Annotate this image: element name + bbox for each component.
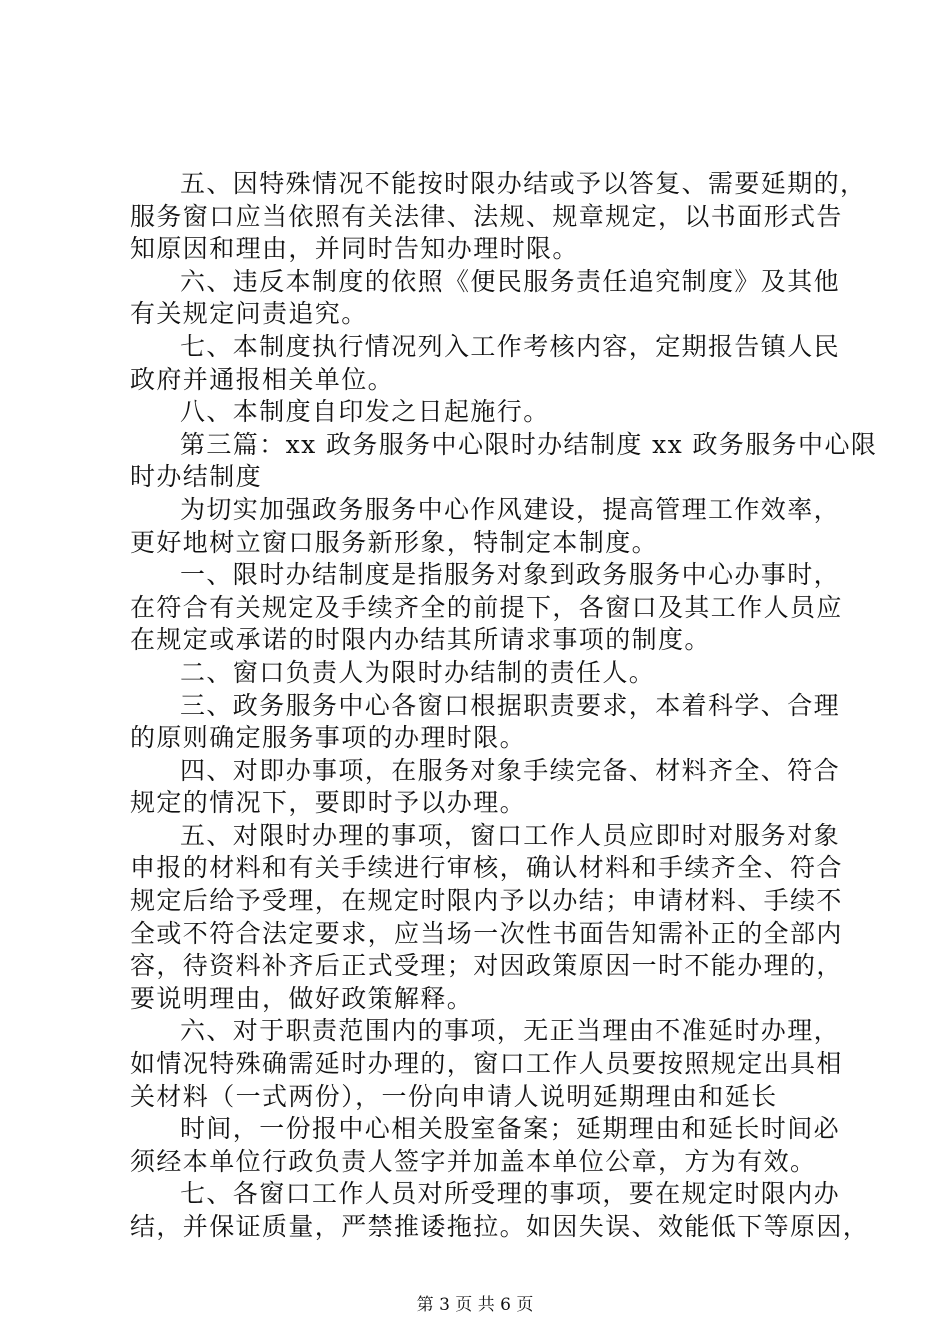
text-line: 在规定或承诺的时限内办结其所请求事项的制度。	[130, 625, 711, 655]
text-line: 五、因特殊情况不能按时限办结或予以答复、需要延期的，	[180, 169, 867, 198]
text-line: 如情况特殊确需延时办理的，窗口工作人员要按照规定出具相	[130, 1049, 843, 1079]
text-line: 结，并保证质量，严禁推诿拖拉。如因失误、效能低下等原因，	[130, 1212, 870, 1241]
text-line: 关材料（一式两份），一份向申请人说明延期理由和延长	[130, 1081, 778, 1111]
text-line: 六、违反本制度的依照《便民服务责任追究制度》及其他	[180, 266, 841, 296]
text-line: 有关规定问责追究。	[130, 299, 368, 329]
text-line: 更好地树立窗口服务新形象，特制定本制度。	[130, 527, 659, 557]
text-line: 四、对即办事项，在服务对象手续完备、材料齐全、符合	[180, 755, 841, 785]
text-line: 容，待资料补齐后正式受理；对因政策原因一时不能办理的，	[130, 951, 843, 981]
text-line: 六、对于职责范围内的事项，无正当理由不准延时办理，	[180, 1016, 841, 1046]
text-line: 政府并通报相关单位。	[130, 364, 395, 394]
text-line: 要说明理由，做好政策解释。	[130, 983, 474, 1013]
text-line: 八、本制度自印发之日起施行。	[180, 397, 550, 427]
text-line: 在符合有关规定及手续齐全的前提下，各窗口及其工作人员应	[130, 592, 843, 622]
text-line: 时间，一份报中心相关股室备案；延期理由和延长时间必	[180, 1114, 841, 1144]
text-line: 七、各窗口工作人员对所受理的事项，要在规定时限内办	[180, 1179, 841, 1209]
text-line: 须经本单位行政负责人签字并加盖本单位公章，方为有效。	[130, 1146, 817, 1176]
text-line: 三、政务服务中心各窗口根据职责要求，本着科学、合理	[180, 690, 841, 720]
text-line: 规定的情况下，要即时予以办理。	[130, 788, 527, 818]
text-line: 申报的材料和有关手续进行审核，确认材料和手续齐全、符合	[130, 853, 843, 883]
text-line: 二、窗口负责人为限时办结制的责任人。	[180, 657, 656, 687]
text-line: 一、限时办结制度是指服务对象到政务服务中心办事时，	[180, 560, 841, 590]
document-body	[130, 168, 878, 1244]
text-line: 七、本制度执行情况列入工作考核内容，定期报告镇人民	[180, 331, 841, 361]
text-line: 规定后给予受理，在规定时限内予以办结；申请材料、手续不	[130, 886, 843, 916]
text-line: 时办结制度	[130, 462, 263, 492]
text-line: 的原则确定服务事项的办理时限。	[130, 723, 527, 753]
text-line: 服务窗口应当依照有关法律、法规、规章规定，以书面形式告	[130, 201, 843, 231]
text-line: 五、对限时办理的事项，窗口工作人员应即时对服务对象	[180, 820, 841, 850]
text-line: 知原因和理由，并同时告知办理时限。	[130, 234, 579, 264]
text-line: 全或不符合法定要求，应当场一次性书面告知需补正的全部内	[130, 918, 843, 948]
page-footer: 第 3 页 共 6 页	[416, 1295, 534, 1315]
text-line: 第三篇：xx 政务服务中心限时办结制度 xx 政务服务中心限	[180, 429, 878, 459]
text-line: 为切实加强政务服务中心作风建设，提高管理工作效率，	[180, 494, 841, 524]
